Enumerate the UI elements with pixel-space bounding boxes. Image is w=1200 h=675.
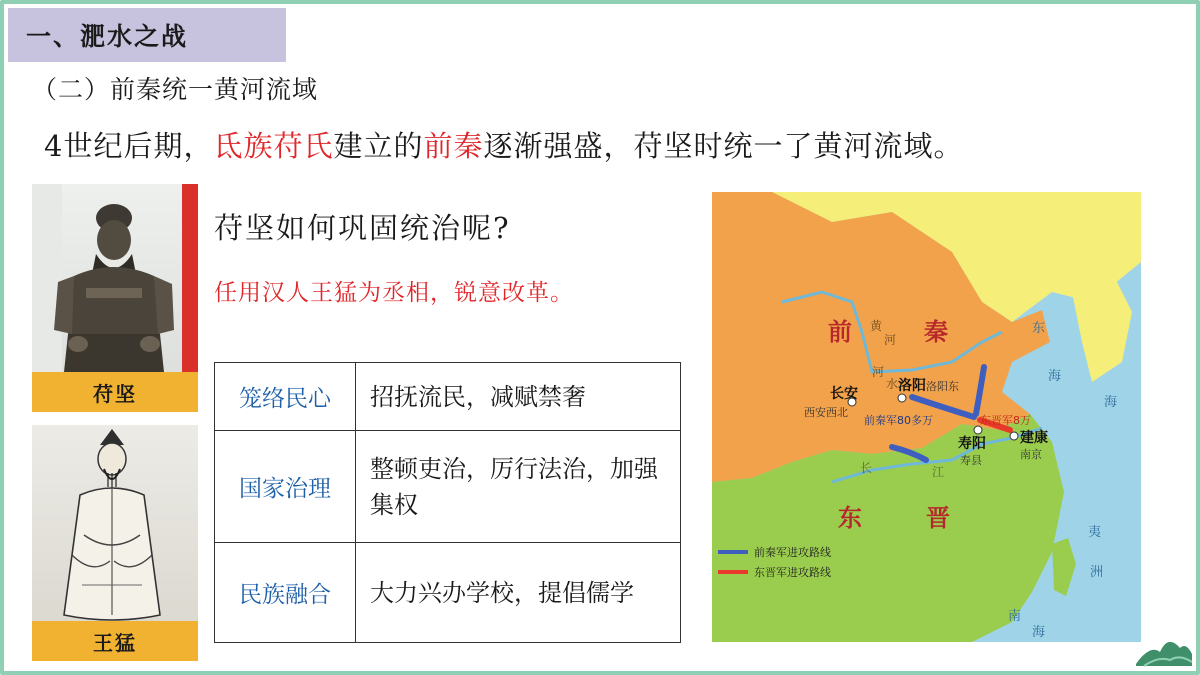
map-city-changan-modern: 西安西北	[804, 406, 848, 419]
map-region-dongjin-1: 东	[838, 504, 862, 532]
table-row	[215, 543, 681, 643]
subsection-title: （二）前秦统一黄河流域	[32, 75, 319, 104]
map-city-jiankang-modern: 南京	[1020, 448, 1042, 461]
map-sea-south-1: 南	[1008, 609, 1022, 624]
map-region-qianqin-2: 秦	[924, 318, 948, 346]
map-river-huanghe-2: 河	[884, 333, 897, 347]
intro-part-1: 4世纪后期，	[44, 129, 214, 163]
answer-text: 任用汉人王猛为丞相，锐意改革。	[214, 280, 574, 306]
map-region-qianqin-1: 前	[828, 318, 852, 346]
map-river-shui: 水	[886, 377, 899, 391]
map-qin-army: 前秦军80多万	[864, 414, 933, 427]
map-city-shouyang: 寿阳	[958, 436, 986, 452]
map-sea-east-2: 海	[1048, 369, 1062, 384]
intro-part-2: 建立的	[333, 129, 424, 163]
map-island-yi: 夷	[1088, 525, 1102, 540]
intro-highlight-2: 前秦	[423, 129, 484, 163]
map-river-huanghe-1: 黄	[870, 319, 883, 333]
map-jin-army: 东晋军8万	[980, 414, 1031, 427]
map-river-chang: 长	[860, 461, 873, 475]
reform-table	[214, 362, 681, 643]
portrait-wang-meng	[32, 425, 198, 661]
map-sea-south-2: 海	[1032, 625, 1046, 640]
reform-measure: 招抚流民，减赋禁奢	[356, 363, 681, 431]
table-row	[215, 363, 681, 431]
reform-measure: 整顿吏治，厉行法治，加强集权	[356, 431, 681, 543]
section-title	[8, 8, 286, 62]
reform-aspect: 国家治理	[215, 431, 356, 543]
intro-highlight-1: 氐族苻氏	[213, 129, 334, 163]
legend-qin-label: 前秦军进攻路线	[754, 546, 831, 559]
mountain-decoration-icon	[1134, 626, 1194, 668]
section-title-text: 一、淝水之战	[26, 22, 189, 51]
map-city-changan: 长安	[830, 386, 858, 402]
city-marker-jiankang	[1010, 432, 1018, 440]
map-river-jiang: 江	[932, 465, 945, 479]
map-city-luoyang-modern: 洛阳东	[926, 380, 959, 393]
map-sea-east-3: 海	[1104, 395, 1118, 410]
portrait-fu-jian	[32, 184, 198, 412]
table-row	[215, 431, 681, 543]
fu-jian-caption: 苻坚	[32, 372, 198, 412]
city-marker-shouyang	[974, 426, 982, 434]
legend-jin-label: 东晋军进攻路线	[754, 566, 831, 579]
reform-measure: 大力兴办学校，提倡儒学	[356, 543, 681, 643]
reform-aspect: 民族融合	[215, 543, 356, 643]
question-text: 苻坚如何巩固统治呢?	[214, 211, 511, 245]
intro-part-3: 逐渐强盛，苻坚时统一了黄河流域。	[483, 129, 964, 163]
map-city-jiankang: 建康	[1020, 430, 1048, 446]
map-city-luoyang: 洛阳	[898, 378, 926, 394]
map-sea-east-1: 东	[1032, 321, 1046, 336]
map-river-wei: 河	[872, 365, 885, 379]
reform-aspect: 笼络民心	[215, 363, 356, 431]
city-marker-luoyang	[898, 394, 906, 402]
map-island-zhou: 洲	[1090, 565, 1104, 580]
map-region-dongjin-2: 晋	[926, 504, 950, 532]
intro-sentence	[44, 124, 964, 165]
wang-meng-caption: 王猛	[32, 621, 198, 661]
battle-map	[712, 192, 1141, 642]
map-city-shouyang-modern: 寿县	[960, 454, 982, 467]
battle-map-svg	[712, 192, 1141, 642]
